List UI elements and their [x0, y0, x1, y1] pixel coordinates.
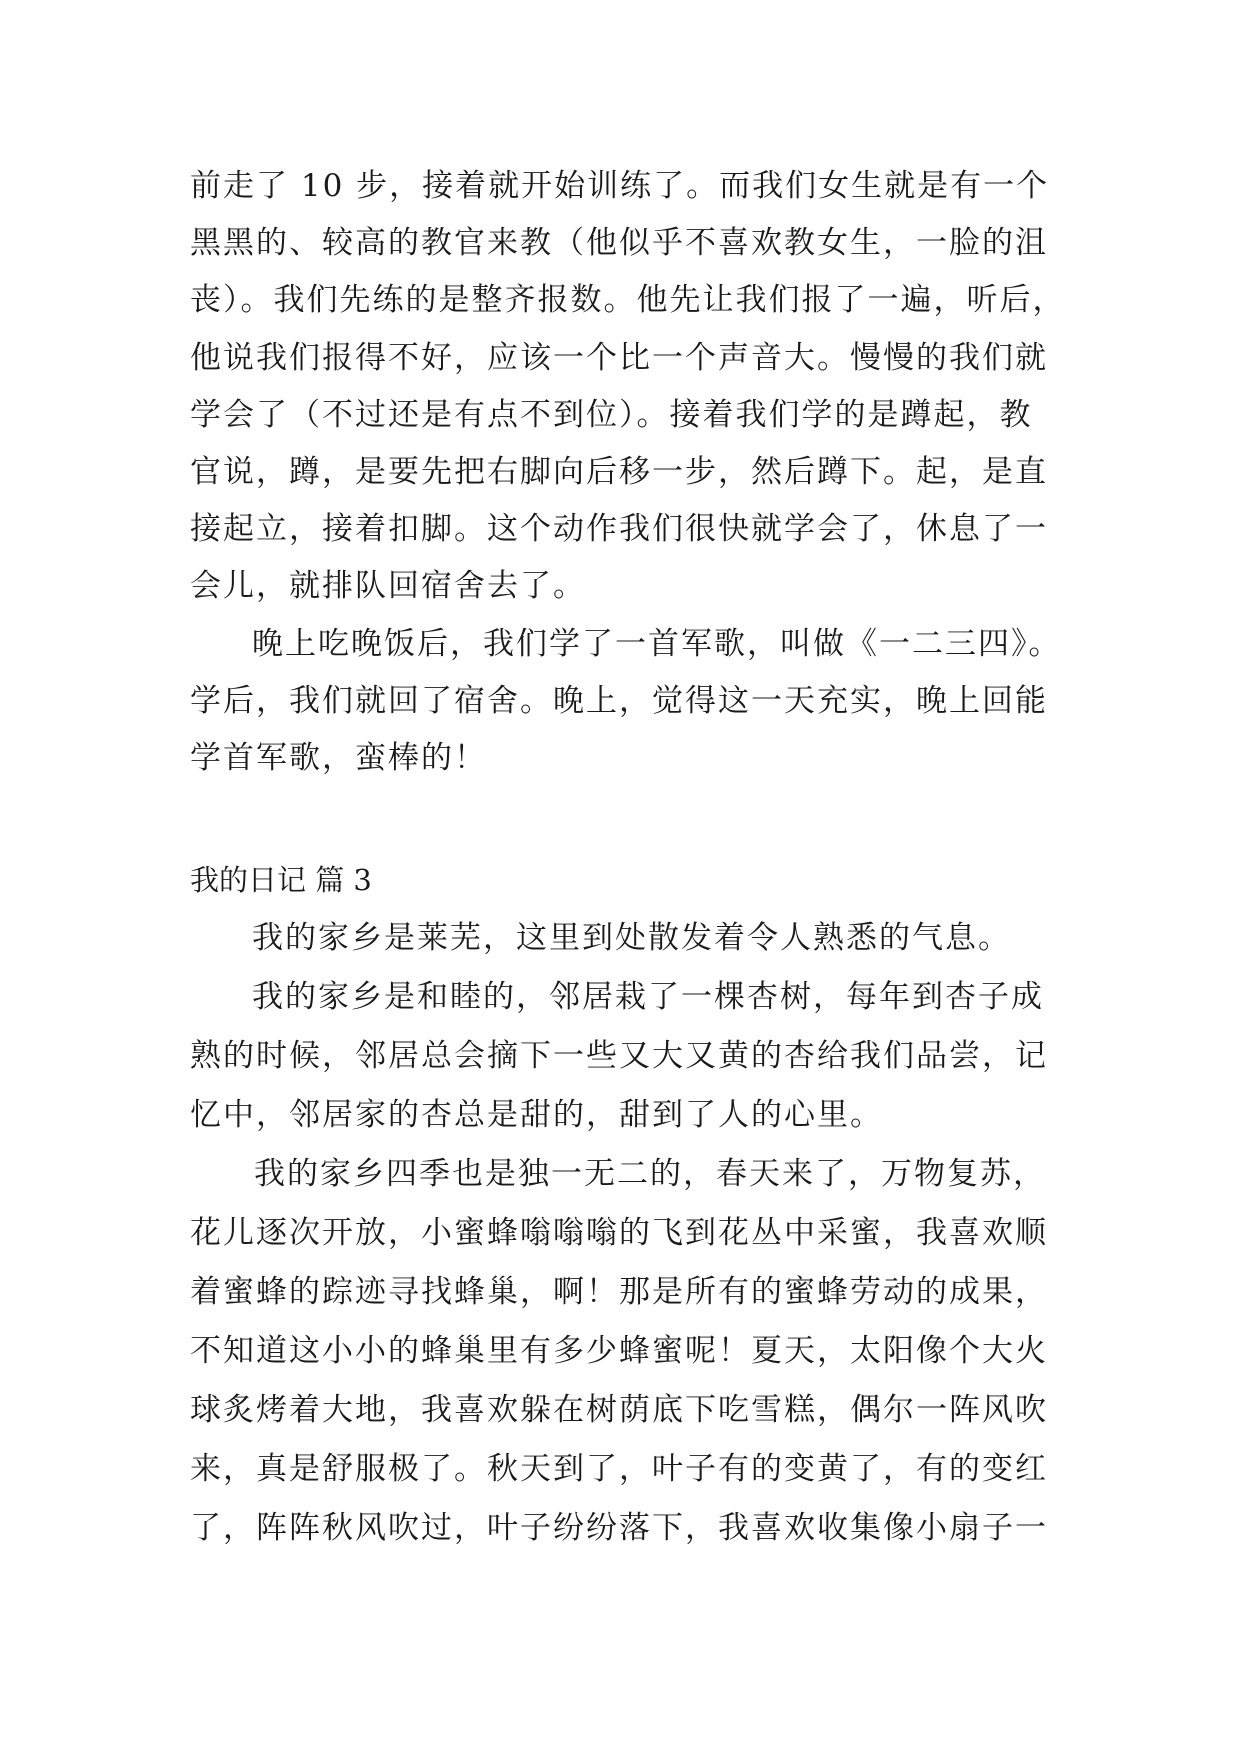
text-line: 学后，我们就回了宿舍。晚上，觉得这一天充实，晚上回能 — [190, 683, 1048, 719]
text-line: 忆中，邻居家的杏总是甜的，甜到了人的心里。 — [190, 1097, 883, 1133]
paragraph-first-line: 我的家乡四季也是独一无二的，春天来了，万物复苏， — [254, 1156, 1046, 1192]
text-line: 学首军歌，蛮棒的！ — [190, 740, 487, 776]
paragraph-first-line: 晚上吃晚饭后，我们学了一首军歌，叫做《一二三四》。 — [252, 626, 1062, 662]
section-heading: 我的日记 篇 3 — [190, 863, 372, 897]
text-line: 黑黑的、较高的教官来教（他似乎不喜欢教女生，一脸的沮 — [190, 225, 1048, 261]
text-line: 前走了 10 步，接着就开始训练了。而我们女生就是有一个 — [190, 168, 1050, 204]
paragraph-first-line: 我的家乡是莱芜，这里到处散发着令人熟悉的气息。 — [252, 920, 1011, 956]
text-line: 球炙烤着大地，我喜欢躲在树荫底下吃雪糕，偶尔一阵风吹 — [190, 1392, 1048, 1428]
text-line: 花儿逐次开放，小蜜蜂嗡嗡嗡的飞到花丛中采蜜，我喜欢顺 — [190, 1215, 1048, 1251]
text-line: 着蜜蜂的踪迹寻找蜂巢，啊！那是所有的蜜蜂劳动的成果， — [190, 1274, 1048, 1310]
text-line: 学会了（不过还是有点不到位）。接着我们学的是蹲起，教 — [190, 397, 1033, 433]
text-line: 不知道这小小的蜂巢里有多少蜂蜜呢！夏天，太阳像个大火 — [190, 1333, 1048, 1369]
text-line: 了，阵阵秋风吹过，叶子纷纷落下，我喜欢收集像小扇子一 — [190, 1510, 1048, 1546]
text-line: 丧）。我们先练的是整齐报数。他先让我们报了一遍，听后， — [190, 282, 1066, 318]
text-line: 会儿，就排队回宿舍去了。 — [190, 568, 586, 604]
text-line: 来，真是舒服极了。秋天到了，叶子有的变黄了，有的变红 — [190, 1451, 1048, 1487]
paragraph-first-line: 我的家乡是和睦的，邻居栽了一棵杏树，每年到杏子成 — [252, 979, 1044, 1015]
text-line: 他说我们报得不好，应该一个比一个声音大。慢慢的我们就 — [190, 340, 1048, 376]
text-line: 熟的时候，邻居总会摘下一些又大又黄的杏给我们品尝，记 — [190, 1038, 1048, 1074]
text-line: 官说，蹲，是要先把右脚向后移一步，然后蹲下。起，是直 — [190, 454, 1048, 490]
text-line: 接起立，接着扣脚。这个动作我们很快就学会了，休息了一 — [190, 511, 1048, 547]
